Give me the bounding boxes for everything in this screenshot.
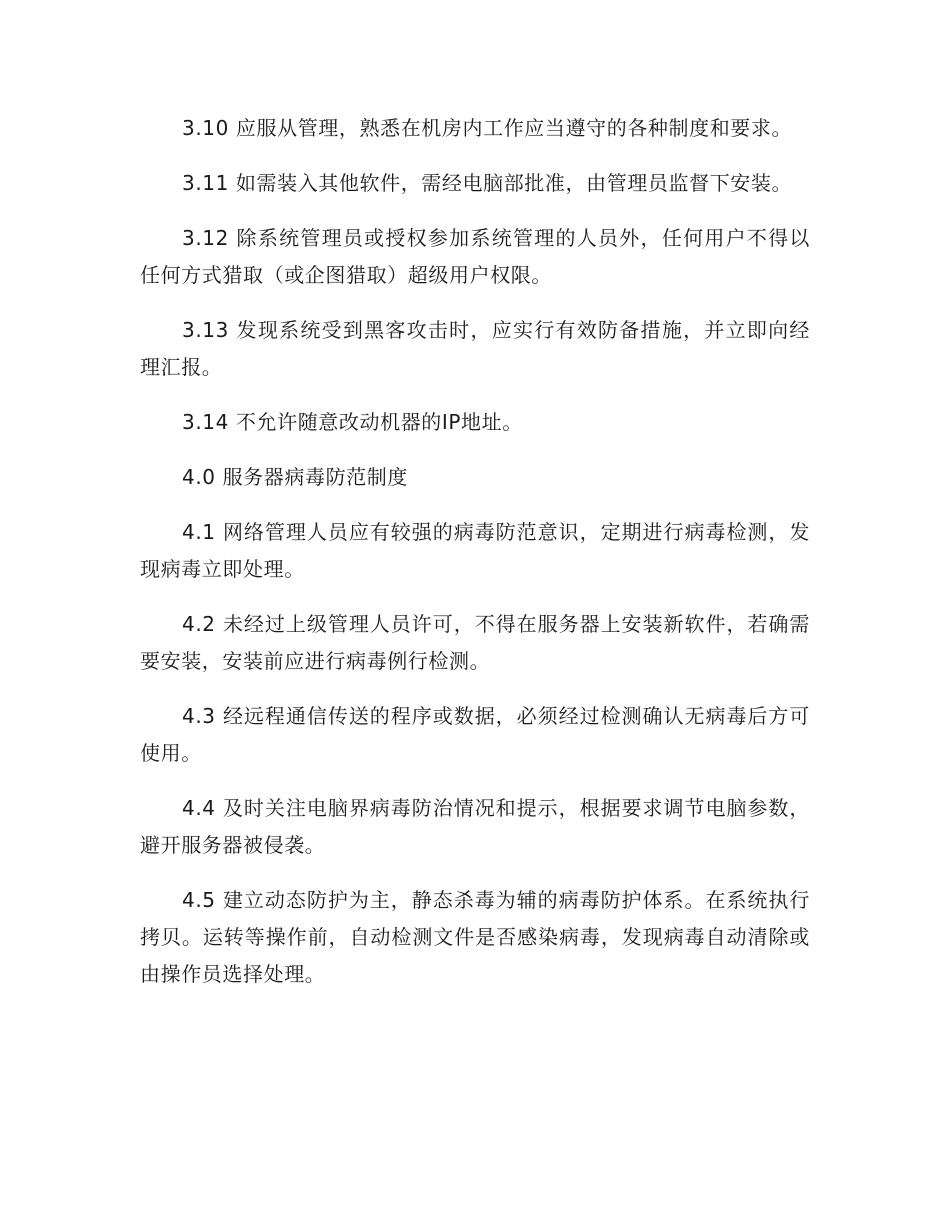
paragraph-4-2: 4.2 未经过上级管理人员许可，不得在服务器上安装新软件，若确需要安装，安装前应进行病毒例行检测。: [140, 612, 810, 673]
section-heading-4-0: 4.0 服务器病毒防范制度: [182, 465, 408, 489]
paragraph-4-3: 4.3 经远程通信传送的程序或数据，必须经过检测确认无病毒后方可使用。: [140, 704, 810, 765]
document-body: [140, 110, 810, 1011]
paragraph-3-10: 3.10 应服从管理，熟悉在机房内工作应当遵守的各种制度和要求。: [182, 116, 793, 140]
paragraph-4-5: 4.5 建立动态防护为主，静态杀毒为辅的病毒防护体系。在系统执行拷贝。运转等操作前，自动检测文件是否感染病毒，发现病毒自动清除或由操作员选择处理。: [140, 888, 810, 986]
paragraph-4-4: 4.4 及时关注电脑界病毒防治情况和提示，根据要求调节电脑参数，避开服务器被侵袭。: [140, 796, 810, 857]
paragraph-4-1: 4.1 网络管理人员应有较强的病毒防范意识，定期进行病毒检测，发现病毒立即处理。: [140, 520, 810, 581]
paragraph-3-14: 3.14 不允许随意改动机器的IP地址。: [182, 410, 523, 434]
paragraph-3-13: 3.13 发现系统受到黑客攻击时，应实行有效防备措施，并立即向经理汇报。: [140, 318, 810, 379]
paragraph-3-11: 3.11 如需装入其他软件，需经电脑部批准，由管理员监督下安装。: [182, 171, 793, 195]
paragraph-3-12: 3.12 除系统管理员或授权参加系统管理的人员外，任何用户不得以任何方式猎取（或企图猎取）超级用户权限。: [140, 226, 810, 287]
